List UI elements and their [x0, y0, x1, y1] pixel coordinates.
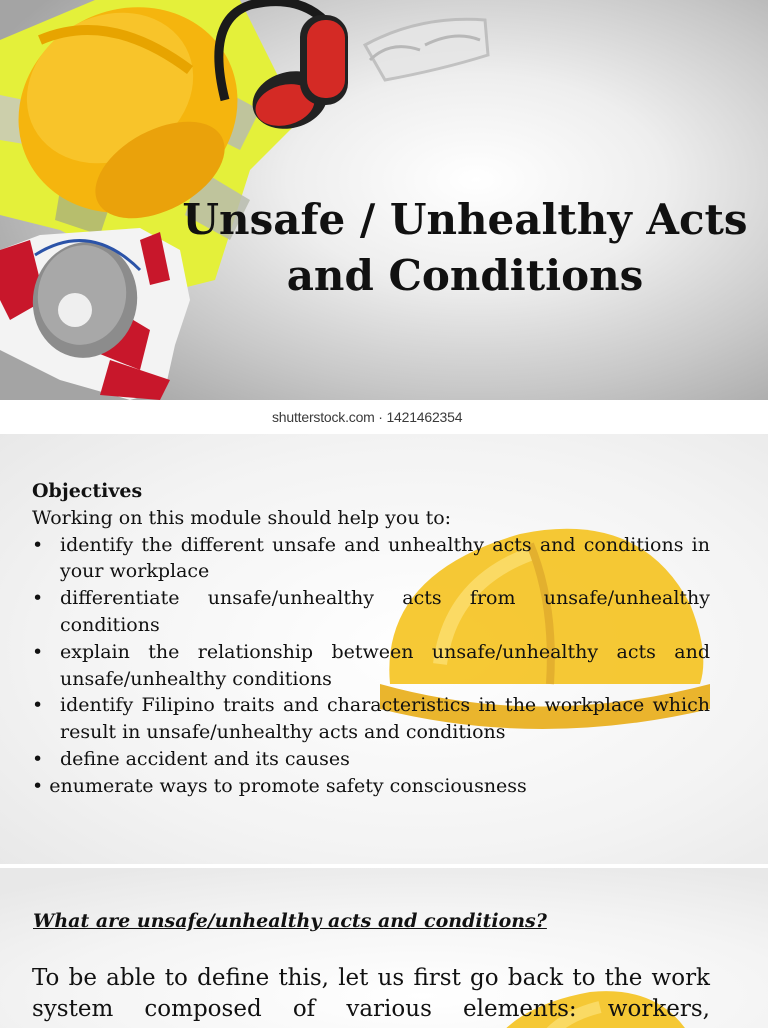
safety-goggles-icon — [365, 19, 488, 80]
title-line-1: Unsafe / Unhealthy Acts — [182, 195, 748, 244]
objectives-slide — [0, 434, 768, 864]
definition-slide — [0, 868, 768, 1028]
title-slide — [0, 0, 768, 400]
list-item: • differentiate unsafe/unhealthy acts from unsafe/unhealthy conditions — [32, 585, 710, 639]
objectives-heading: Objectives — [32, 480, 143, 502]
objectives-list — [32, 532, 710, 800]
objectives-text — [32, 478, 710, 800]
list-item: • define accident and its causes — [32, 746, 710, 773]
slide-title — [180, 192, 750, 304]
section-question: What are unsafe/unhealthy acts and conditions? — [33, 910, 547, 932]
intro-paragraph: To be able to define this, let us first go back to the work system composed of various elements: workers, — [32, 965, 710, 1022]
watermark-strip — [0, 401, 768, 434]
list-item: • explain the relationship between unsafe/unhealthy acts and unsafe/unhealthy conditions — [32, 639, 710, 693]
title-line-2: and Conditions — [286, 251, 644, 300]
list-item: • identify Filipino traits and characteristics in the workplace which result in unsafe/unhealthy acts and conditions — [32, 692, 710, 746]
list-item: • identify the different unsafe and unhealthy acts and conditions in your workplace — [32, 532, 710, 586]
stock-watermark: shutterstock.com · 1421462354 — [272, 409, 463, 425]
list-item: • enumerate ways to promote safety consciousness — [32, 774, 527, 797]
objectives-intro: Working on this module should help you to: — [32, 506, 452, 529]
